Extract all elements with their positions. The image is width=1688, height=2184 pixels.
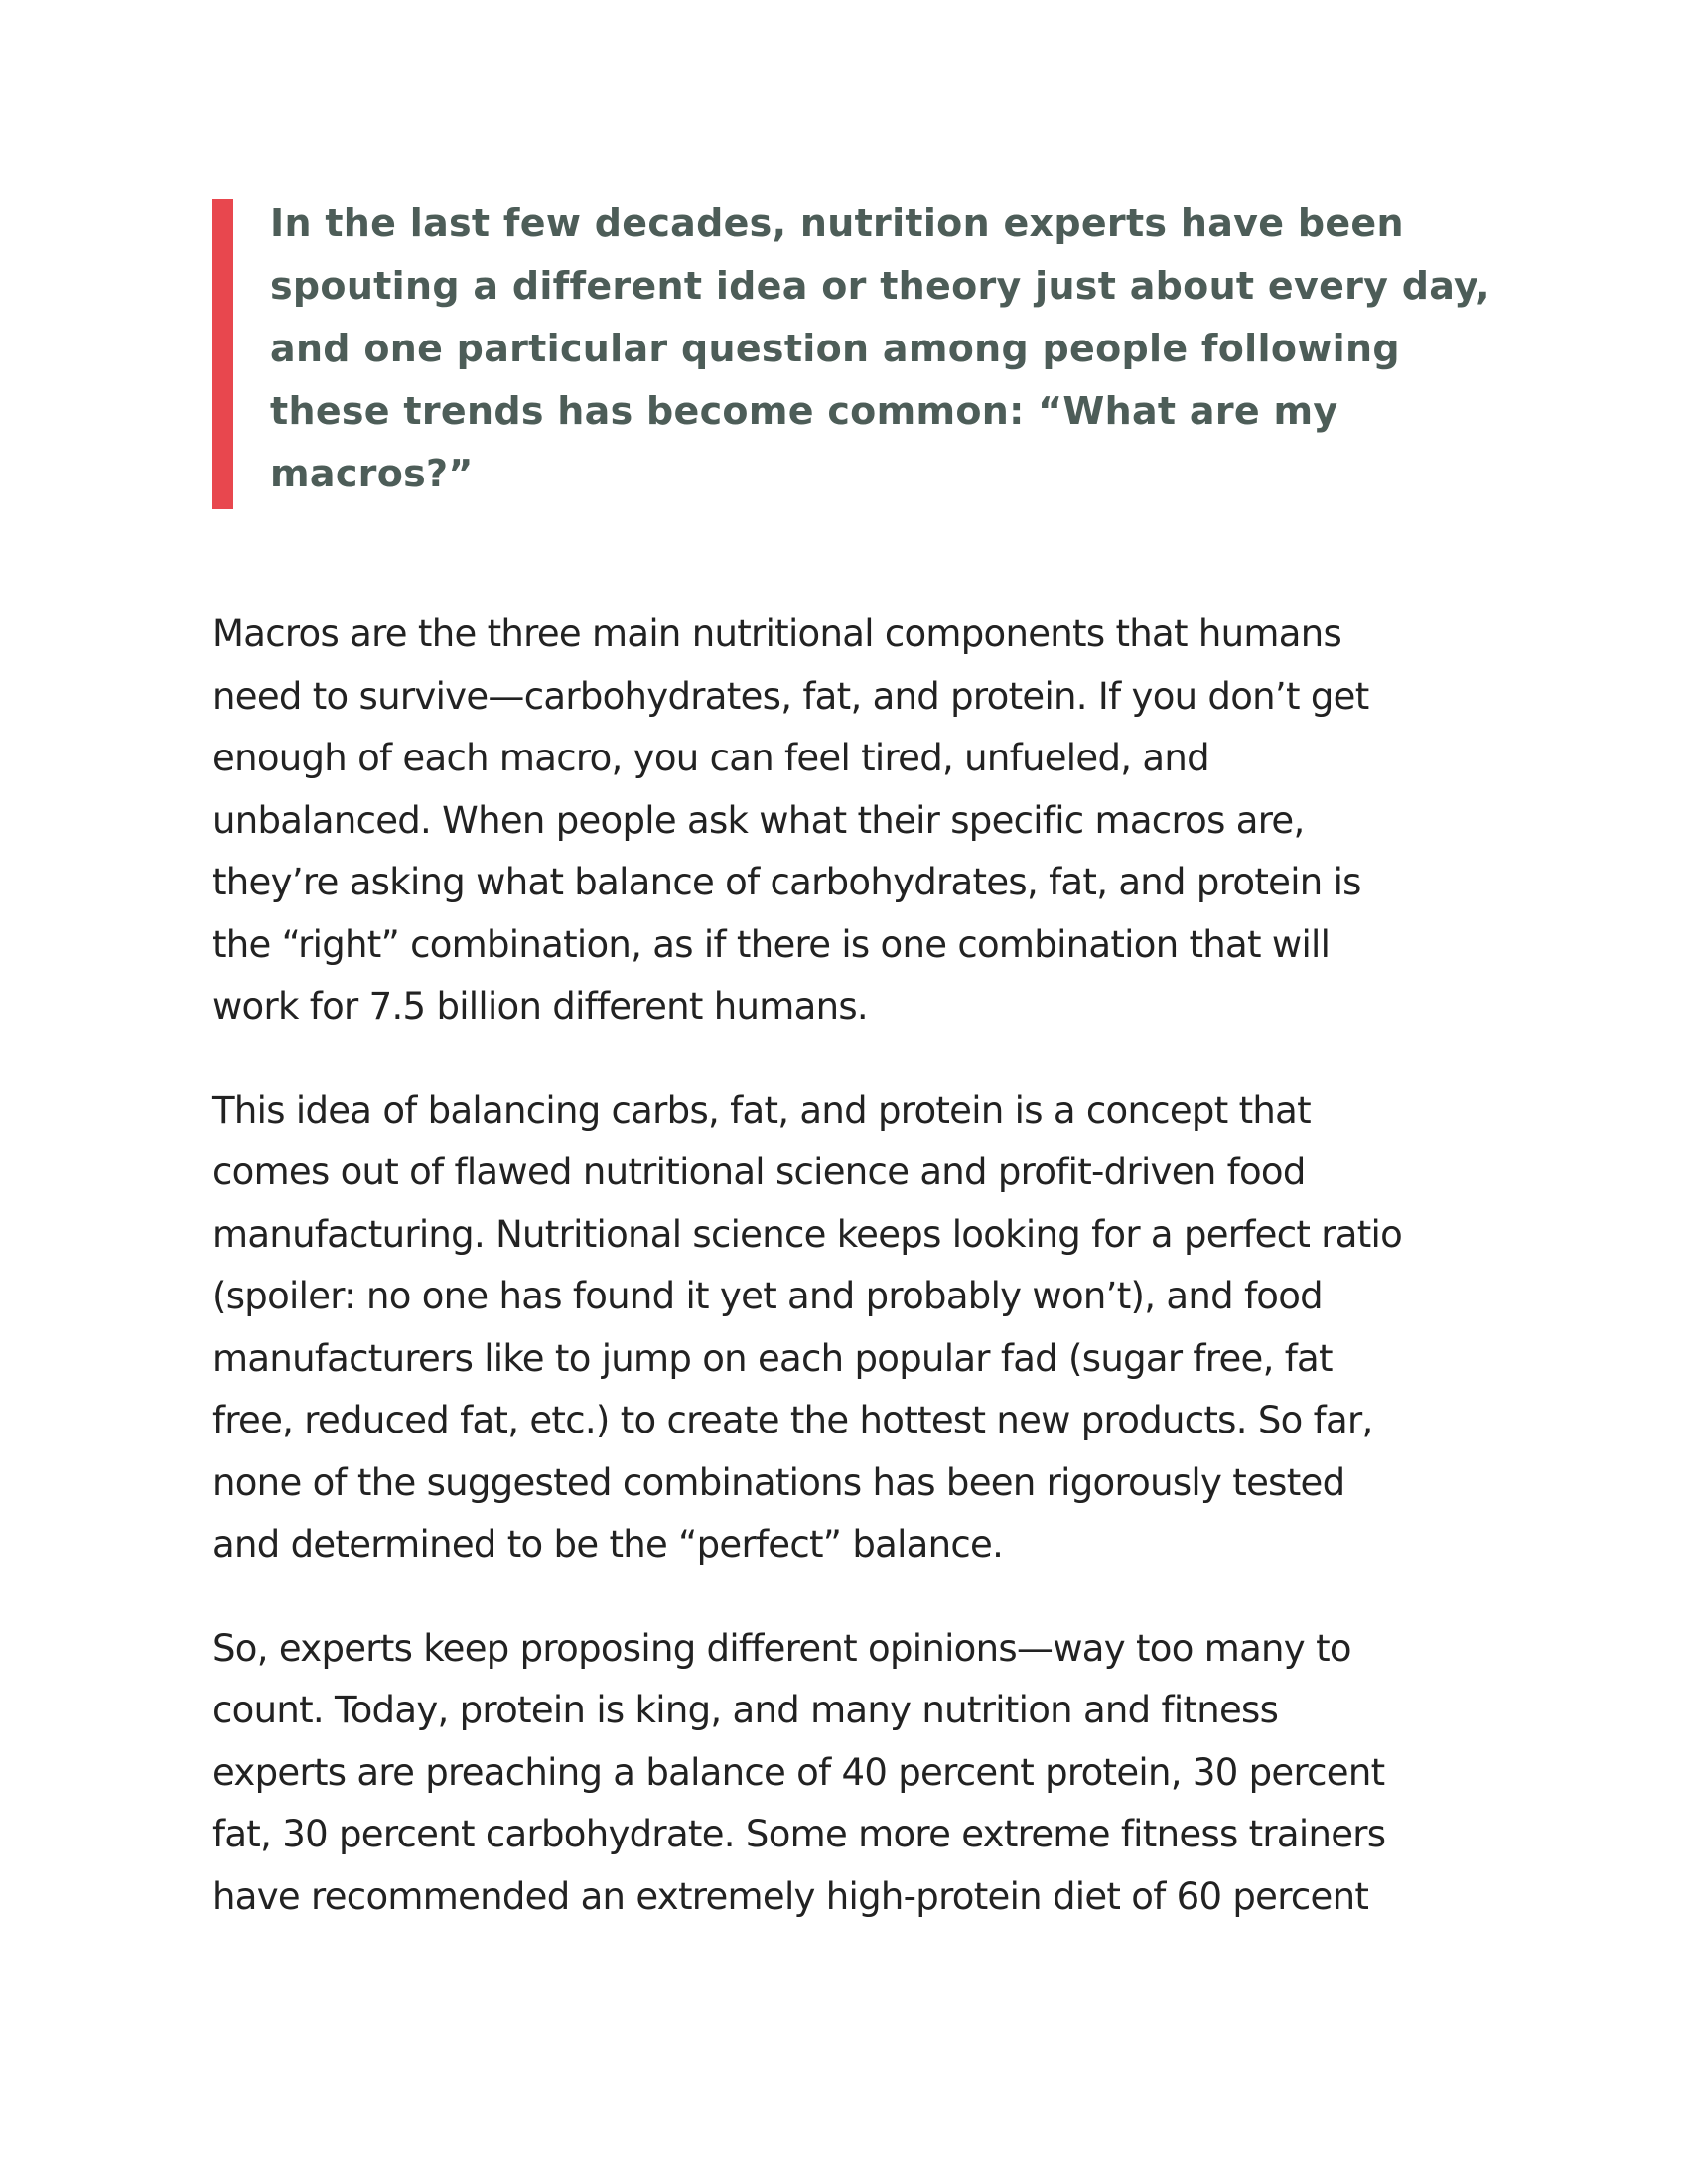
quote-line: these trends has become common: “What are my (270, 389, 1338, 433)
paragraph-balancing-concept (212, 1080, 1503, 1576)
quote-line: and one particular question among people following (270, 327, 1400, 370)
text-line: have recommended an extremely high-protein diet of 60 percent (212, 1874, 1369, 1918)
pull-quote-text (270, 193, 1501, 505)
text-line: and determined to be the “perfect” balance. (212, 1523, 1004, 1566)
paragraph-macros-definition (212, 604, 1503, 1038)
text-line: manufacturing. Nutritional science keeps looking for a perfect ratio (212, 1212, 1403, 1256)
quote-accent-bar (212, 199, 233, 509)
text-line: none of the suggested combinations has been rigorously tested (212, 1460, 1345, 1504)
text-line: count. Today, protein is king, and many nutrition and fitness (212, 1689, 1279, 1731)
quote-line: In the last few decades, nutrition experts have been (270, 202, 1404, 245)
text-line: they’re asking what balance of carbohydrates, fat, and protein is (212, 861, 1361, 903)
text-line: work for 7.5 billion different humans. (212, 985, 868, 1027)
quote-line: macros?” (270, 452, 474, 495)
text-line: (spoiler: no one has found it yet and probably won’t), and food (212, 1275, 1323, 1317)
text-line: fat, 30 percent carbohydrate. Some more extreme fitness trainers (212, 1813, 1386, 1855)
text-line: enough of each macro, you can feel tired, unfueled, and (212, 737, 1209, 779)
text-line: free, reduced fat, etc.) to create the hottest new products. So far, (212, 1399, 1373, 1441)
text-line: experts are preaching a balance of 40 percent protein, 30 percent (212, 1750, 1385, 1794)
text-line: need to survive—carbohydrates, fat, and protein. If you don’t get (212, 674, 1369, 718)
text-line: manufacturers like to jump on each popular fad (sugar free, fat (212, 1336, 1333, 1380)
text-line: Macros are the three main nutritional components that humans (212, 613, 1342, 655)
text-line: comes out of flawed nutritional science and profit-driven food (212, 1151, 1306, 1193)
text-line: This idea of balancing carbs, fat, and protein is a concept that (212, 1088, 1311, 1132)
text-line: unbalanced. When people ask what their specific macros are, (212, 798, 1305, 842)
text-line: So, experts keep proposing different opinions—way too many to (212, 1626, 1351, 1670)
pull-quote (212, 199, 1503, 509)
text-line: the “right” combination, as if there is one combination that will (212, 922, 1331, 966)
paragraph-expert-opinions (212, 1618, 1503, 1929)
body-text (212, 604, 1503, 1970)
quote-line: spouting a different idea or theory just about every day, (270, 264, 1490, 308)
